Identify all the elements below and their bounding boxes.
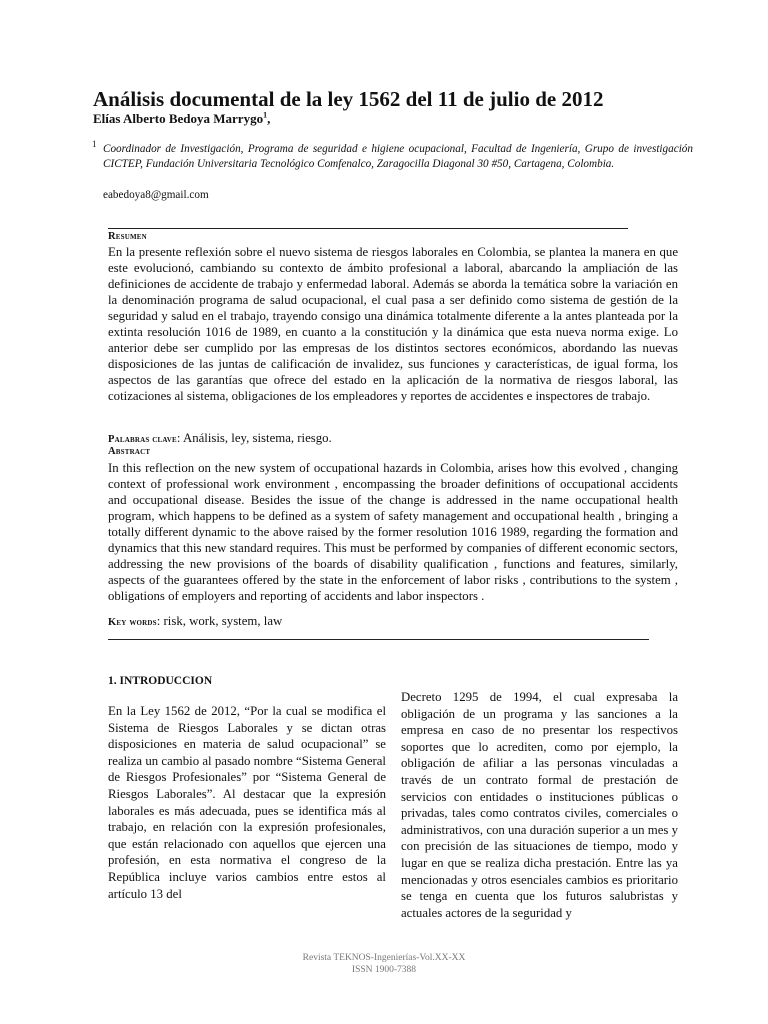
affiliation-mark: 1 [92,139,97,149]
author-name: Elías Alberto Bedoya Marrygo [93,111,264,126]
resumen-heading: Resumen [108,231,147,242]
section-heading-introduccion: 1. INTRODUCCION [108,675,213,687]
abstract-heading: Abstract [108,446,151,457]
top-divider [108,228,628,229]
palabras-clave-values: : Análisis, ley, sistema, riesgo. [176,431,332,445]
author-email: eabedoya8@gmail.com [103,189,209,201]
author-suffix: , [267,111,271,126]
paper-title: Análisis documental de la ley 1562 del 11 de julio de 2012 [93,87,604,111]
key-words-values: : risk, work, system, law [156,614,283,628]
bottom-divider [108,639,649,640]
author-line [93,110,270,128]
affiliation: Coordinador de Investigación, Programa de seguridad e higiene ocupacional, Facultad de Ingeniería, Grupo de investigación CICTEP, Fundación Universitaria Tecnológico Comfenalco, Zaragocilla Diagonal 30 #50, Cartagena, Colombia. [103,143,693,170]
palabras-clave-label: Palabras clave [108,434,177,445]
footer-journal: Revista TEKNOS-Ingenierías-Vol.XX-XX [302,953,466,963]
author-superscript: 1 [263,110,268,120]
key-words-label: Key words [108,617,157,628]
resumen-text: En la presente reflexión sobre el nuevo sistema de riesgos laborales en Colombia, se plantea la manera en que este evolucionó, cambiando su contexto de ámbito profesional a laboral, abarcando la ampliación de las definiciones de accidente de trabajo y enfermedad laboral. Además se aborda la temática sobre la variación en la denominación programa de salud ocupacional, el cual pasa a ser definido como sistema de gestión de la seguridad y salud en el trabajo, trayendo consigo una dinámica totalmente diferente a la antes planteada por la extinta resolución 1016 de 1989, en cuanto a la constitución y la dinámica que esta nueva norma exige. Lo anterior debe ser cumplido por las empresas de los distintos sectores económicos, abordando las nuevas disposiciones de las juntas de calificación de invalidez, sus funciones y características, de igual forma, los aspectos de las garantías que ofrece del estado en la aplicación de la normativa de riesgos laboral, las cotizaciones al sistema, obligaciones de los empleadores y reportes de accidentes e inspectores de trabajo. [108,245,678,403]
footer-issn: ISSN 1900-7388 [351,965,417,975]
abstract-text: In this reflection on the new system of occupational hazards in Colombia, arises how this evolved , changing context of professional work environment , encompassing the broader definitions of occupational accidents and occupational disease. Besides the issue of the change is addressed in the name occupational health program, which happens to be defined as a system of safety management and occupational health , bringing a totally different dynamic to the above raised by the former resolution 1016 1989, regarding the formation and dynamics that this new standard requires. This must be performed by companies of different economic sectors, addressing the new provisions of the boards of disability qualification , functions and features, similarly, aspects of the guarantees offered by the state in the enforcement of labor risks , contributions to the system , obligations of employers and reporting of accidents and labor inspectors . [108,461,678,603]
body-left-column: En la Ley 1562 de 2012, “Por la cual se modifica el Sistema de Riesgos Laborales y se dictan otras disposiciones en materia de salud ocupacional” se realiza un cambio al pasado nombre “Sistema General de Riesgos Profesionales” por “Sistema General de Riesgos Laborales”. Al destacar que la expresión laborales es más adecuada, pues se identifica más al trabajo, en relación con la expresión profesionales, que están relacionado con aquellos que ejercen una profesión, en esta normativa el congreso de la República incluye varios cambios entre estos al artículo 13 del [108,704,386,901]
body-right-column: Decreto 1295 de 1994, el cual expresaba la obligación de un programa y las sanciones a la empresa en caso de no presentar los respectivos soportes que lo acrediten, como por ejemplo, la obligación de afiliar a las personas vinculadas a través de un contrato formal de prestación de servicios con entidades o instituciones públicas o privadas, tales como contratos civiles, comerciales o administrativos, con una duración superior a un mes y con precisión de las situaciones de tiempo, modo y lugar en que se realiza dicha prestación. Entre las ya mencionadas y otros esenciales cambios es prioritario se tenga en cuenta que los futuros salubristas y actuales actores de la seguridad y [401,690,678,920]
key-words [108,613,282,631]
